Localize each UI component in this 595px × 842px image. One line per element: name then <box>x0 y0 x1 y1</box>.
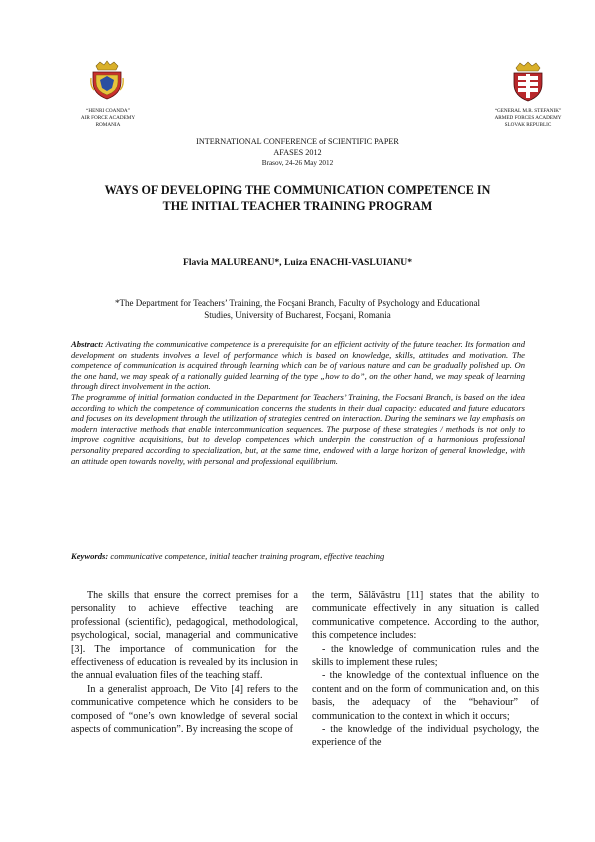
abstract-paragraph: The programme of initial formation conducted in the Department for Teachers’ Training, the Focsani Branch, is based on the idea according to which the competence of communication concerns the students in their dual capacity: educated and future educators and focuses on its development through the utilization of strategies centred on interaction. During the seminars we lay emphasis on modern interactive methods that enable intercommunication sequences. The purpose of these strategies / methods is not only to improve cognitive acquisitions, but to develop competences which underpin the construction of a harmonious professional personality prepared according to specialization, but, at the same time, endowed with a large horizon of general knowledge, with an attitude open towards novelty, with personal and professional equilibrium. <box>71 391 525 466</box>
right-institution-line: ARMED FORCES ACADEMY <box>494 115 562 121</box>
list-item: - the knowledge of the individual psychology, the experience of the <box>312 724 539 749</box>
paper-title <box>60 183 535 214</box>
body-column-right <box>312 589 539 750</box>
left-institution-line: AIR FORCE ACADEMY <box>80 115 136 121</box>
paper-authors: Flavia MALUREANU*, Luiza ENACHI-VASLUIANU* <box>182 257 413 268</box>
list-item: - the knowledge of communication rules and the skills to implement these rules; <box>312 643 539 669</box>
right-institution-label <box>478 108 578 129</box>
affiliation-line: *The Department for Teachers’ Training, the Focşani Branch, Faculty of Psychology and Educational <box>115 298 480 308</box>
conference-acronym: AFASES 2012 <box>273 148 322 157</box>
air-force-academy-crest-icon <box>90 60 124 100</box>
left-institution-line: ROMANIA <box>95 122 121 128</box>
abstract-label: Abstract: <box>71 339 104 349</box>
list-item: - the knowledge of the contextual influence on the content and on the form of communication and, on this basis, the adequacy of the “behaviour” of communication to the context in which it occurs; <box>312 670 539 722</box>
keywords-section <box>71 551 525 561</box>
right-institution-line: “GENERAL M.R. STEFANIK” <box>494 108 562 114</box>
abstract-paragraph <box>71 339 525 392</box>
paper-title-line: THE INITIAL TEACHER TRAINING PROGRAM <box>162 198 433 213</box>
body-column-left <box>71 589 298 736</box>
right-institution-line: SLOVAK REPUBLIC <box>504 122 552 128</box>
conference-date: Brasov, 24-26 May 2012 <box>261 159 334 167</box>
conference-name: INTERNATIONAL CONFERENCE of SCIENTIFIC PAPER <box>196 137 399 146</box>
body-paragraph: In a generalist approach, De Vito [4] refers to the communicative competence which he considers to be composed of “one’s own knowledge of several social aspects of communication”. By increasing the scope of <box>71 683 298 736</box>
paper-title-line: WAYS OF DEVELOPING THE COMMUNICATION COMPETENCE IN <box>104 183 491 197</box>
abstract-text: Activating the communicative competence is a prerequisite for an efficient activity of the future teacher. Its formation and development on students involves a level of performance which is based on knowledge, skills, attitudes and motivation. The competence of communication is acquired through learning which can be of various nature and can be gradually polished up. On the one hand, we may speak of a rationally guided learning of the type „how to do”, on the other hand, we may speak of learning through direct involvement in the action. <box>71 339 525 392</box>
body-paragraph: the term, Sălăvăstru [11] states that the ability to communicate effectively in any situation is called communicative competence. According to the author, this competence includes: <box>312 590 539 642</box>
left-institution-label <box>58 108 158 129</box>
affiliation-line: Studies, University of Bucharest, Focşani, Romania <box>204 310 391 320</box>
keywords-label: Keywords: <box>71 551 109 561</box>
keywords-text: communicative competence, initial teacher training program, effective teaching <box>108 551 385 561</box>
abstract-section <box>71 339 525 466</box>
left-institution-line: “HENRI COANDA” <box>86 108 130 114</box>
armed-forces-academy-crest-icon <box>512 60 544 102</box>
body-paragraph: The skills that ensure the correct premises for a personality to achieve effective teaching are professional (scientific), pedagogical, methodological, psychological, social, managerial and communicative [3]. The importance of communication for the effectiveness of education is revealed by its inclusion in the annual evaluation files of the teaching staff. <box>71 590 298 682</box>
author-affiliation <box>70 297 525 321</box>
